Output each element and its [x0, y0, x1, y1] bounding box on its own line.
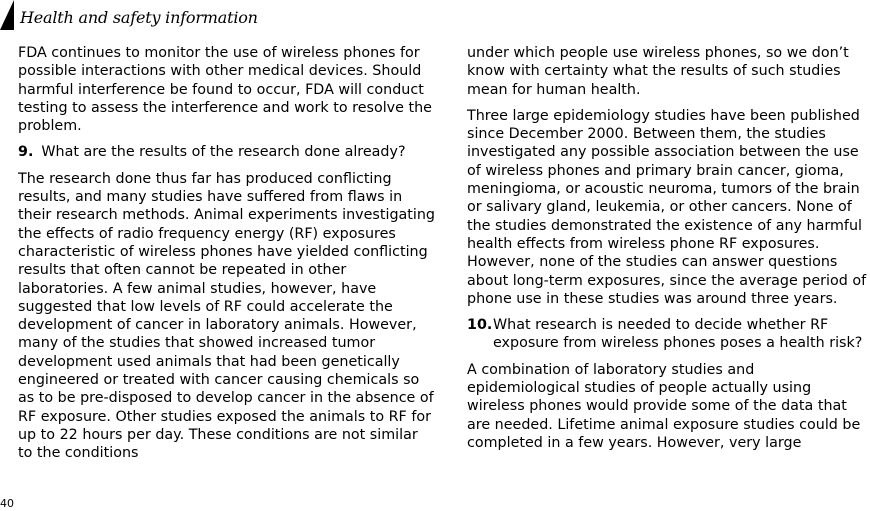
question-text: What research is needed to decide whether RF exposure from wireless phones poses a health risk?: [493, 317, 863, 352]
header-accent-bar: [0, 0, 14, 30]
paragraph-research-needed: A combination of laboratory studies and epidemiological studies of people actually using wireless phones would provide some of the data that are needed. Lifetime animal exposure studies could be completed in a few years. However, very large: [467, 361, 861, 451]
left-column: [18, 44, 436, 471]
paragraph-fda-monitoring: FDA continues to monitor the use of wireless phones for possible interactions with other medical devices. Should harmful interference be found to occur, FDA will conduct testing to assess the interference and work to resolve the problem.: [18, 45, 432, 135]
question-9: [18, 143, 436, 161]
page-header-title: Health and safety information: [20, 8, 258, 27]
right-column: [467, 44, 870, 460]
paragraph-research-results: The research done thus far has produced conflicting results, and many studies have suffered from flaws in their research methods. Animal experiments investigating the effects of radio frequency energy (RF) exposures characteristic of wireless phones have yielded conflicting results that often cannot be repeated in other laboratories. A few animal studies, however, have suggested that low levels of RF could accelerate the development of cancer in laboratory animals. However, many of the studies that showed increased tumor development used animals that had been genetically engineered or treated with cancer causing chemicals so as to be pre-disposed to develop cancer in the absence of RF exposure. Other studies exposed the animals to RF for up to 22 hours per day. These conditions are not similar to the conditions: [18, 170, 435, 462]
page-number: 40: [0, 497, 14, 510]
paragraph-epidemiology-studies: Three large epidemiology studies have been published since December 2000. Between them, the studies investigated any possible association between the use of wireless phones and primary brain cancer, gioma, meningioma, or acoustic neuroma, tumors of the brain or salivary gland, leukemia, or other cancers. None of the studies demonstrated the existence of any harmful health effects from wireless phone RF exposures. However, none of the studies can answer questions about long-term exposures, since the average period of phone use in these studies was around three years.: [467, 107, 867, 307]
paragraph-continuation: under which people use wireless phones, so we don’t know with certainty what the results of such studies mean for human health.: [467, 45, 849, 98]
question-number: 10.: [467, 317, 493, 334]
question-text: What are the results of the research done already?: [41, 144, 406, 161]
question-number: 9.: [18, 144, 34, 161]
question-10: [467, 316, 870, 353]
